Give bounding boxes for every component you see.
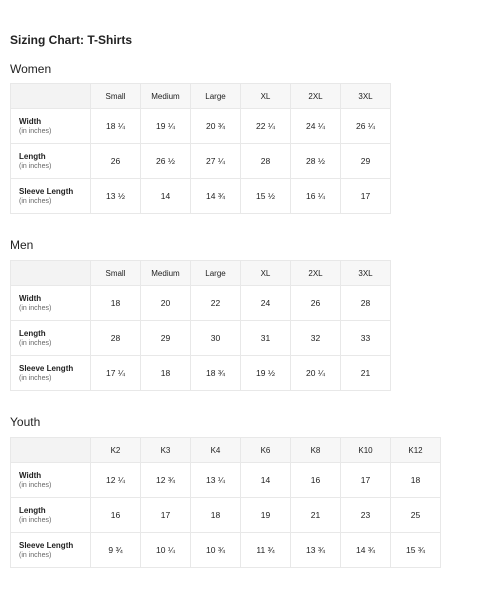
- table-cell: 13 ¾: [291, 533, 341, 568]
- table-cell: 24: [241, 286, 291, 321]
- row-header: [11, 356, 91, 391]
- row-unit: (in inches): [19, 162, 52, 170]
- row-header: [11, 498, 91, 533]
- table-row: [11, 498, 441, 533]
- table-row: [11, 321, 391, 356]
- table-header-row: [11, 261, 391, 286]
- table-row: [11, 109, 391, 144]
- table-cell: 17: [341, 179, 391, 214]
- section-title-women: Women: [10, 62, 52, 76]
- table-cell: 14 ¾: [191, 179, 241, 214]
- row-header: [11, 321, 91, 356]
- row-label: Width: [19, 116, 42, 126]
- row-header: [11, 109, 91, 144]
- table-cell: 16: [91, 498, 141, 533]
- row-header: [11, 286, 91, 321]
- men-size-table: [10, 260, 391, 391]
- row-unit: (in inches): [19, 516, 52, 524]
- table-cell: 17: [141, 498, 191, 533]
- column-header: K3: [141, 438, 191, 463]
- column-header: Medium: [141, 261, 191, 286]
- women-size-table: [10, 83, 391, 214]
- row-unit: (in inches): [19, 374, 52, 382]
- table-cell: 19 ¼: [141, 109, 191, 144]
- table-header-row: [11, 84, 391, 109]
- table-cell: 26: [91, 144, 141, 179]
- row-unit: (in inches): [19, 339, 52, 347]
- table-cell: 18 ¾: [191, 356, 241, 391]
- column-header: K4: [191, 438, 241, 463]
- table-cell: 26: [291, 286, 341, 321]
- column-header: K6: [241, 438, 291, 463]
- table-cell: 29: [141, 321, 191, 356]
- column-header: 3XL: [341, 261, 391, 286]
- column-header: XL: [241, 261, 291, 286]
- row-unit: (in inches): [19, 197, 52, 205]
- table-cell: 14: [241, 463, 291, 498]
- section-title-youth: Youth: [10, 415, 41, 429]
- column-header: 2XL: [291, 261, 341, 286]
- row-label: Length: [19, 328, 46, 338]
- column-header: 3XL: [341, 84, 391, 109]
- table-cell: 17: [341, 463, 391, 498]
- row-label: Width: [19, 470, 42, 480]
- table-cell: 18: [191, 498, 241, 533]
- table-cell: 10 ¼: [141, 533, 191, 568]
- row-unit: (in inches): [19, 481, 52, 489]
- column-header: Small: [91, 84, 141, 109]
- table-cell: 18 ¼: [91, 109, 141, 144]
- table-cell: 25: [391, 498, 441, 533]
- table-cell: 12 ¾: [141, 463, 191, 498]
- table-cell: 21: [291, 498, 341, 533]
- row-header: [11, 179, 91, 214]
- table-cell: 17 ¼: [91, 356, 141, 391]
- table-cell: 19: [241, 498, 291, 533]
- table-cell: 14 ¾: [341, 533, 391, 568]
- row-label: Length: [19, 505, 46, 515]
- column-header: XL: [241, 84, 291, 109]
- row-header: [11, 144, 91, 179]
- column-header: Large: [191, 261, 241, 286]
- column-header: Large: [191, 84, 241, 109]
- table-cell: 28: [341, 286, 391, 321]
- table-cell: 13 ½: [91, 179, 141, 214]
- row-unit: (in inches): [19, 304, 52, 312]
- table-cell: 19 ½: [241, 356, 291, 391]
- table-row: [11, 144, 391, 179]
- table-cell: 14: [141, 179, 191, 214]
- table-cell: 16: [291, 463, 341, 498]
- table-cell: 20 ¼: [291, 356, 341, 391]
- page-title: Sizing Chart: T-Shirts: [10, 33, 133, 47]
- column-header: K12: [391, 438, 441, 463]
- column-header: K2: [91, 438, 141, 463]
- table-row: [11, 533, 441, 568]
- table-row: [11, 463, 441, 498]
- table-cell: 16 ¼: [291, 179, 341, 214]
- table-cell: 21: [341, 356, 391, 391]
- table-cell: 24 ¼: [291, 109, 341, 144]
- table-cell: 30: [191, 321, 241, 356]
- table-row: [11, 286, 391, 321]
- table-cell: 20: [141, 286, 191, 321]
- row-label: Sleeve Length: [19, 363, 74, 373]
- table-cell: 28 ½: [291, 144, 341, 179]
- table-cell: 12 ¼: [91, 463, 141, 498]
- table-cell: 26 ¼: [341, 109, 391, 144]
- column-header: K8: [291, 438, 341, 463]
- table-cell: 31: [241, 321, 291, 356]
- table-cell: 18: [91, 286, 141, 321]
- row-label: Sleeve Length: [19, 186, 74, 196]
- column-header: Small: [91, 261, 141, 286]
- column-header: K10: [341, 438, 391, 463]
- table-cell: 28: [241, 144, 291, 179]
- table-cell: 20 ¾: [191, 109, 241, 144]
- section-title-men: Men: [10, 238, 34, 252]
- table-corner-cell: [11, 84, 91, 109]
- column-header: Medium: [141, 84, 191, 109]
- table-cell: 28: [91, 321, 141, 356]
- row-label: Width: [19, 293, 42, 303]
- row-unit: (in inches): [19, 551, 52, 559]
- table-cell: 13 ¼: [191, 463, 241, 498]
- row-label: Length: [19, 151, 46, 161]
- table-cell: 10 ¾: [191, 533, 241, 568]
- column-header: 2XL: [291, 84, 341, 109]
- table-corner-cell: [11, 261, 91, 286]
- table-cell: 22: [191, 286, 241, 321]
- table-corner-cell: [11, 438, 91, 463]
- row-header: [11, 533, 91, 568]
- table-cell: 18: [141, 356, 191, 391]
- table-row: [11, 179, 391, 214]
- table-cell: 27 ¼: [191, 144, 241, 179]
- table-cell: 9 ¾: [91, 533, 141, 568]
- table-cell: 23: [341, 498, 391, 533]
- table-row: [11, 356, 391, 391]
- table-cell: 11 ¾: [241, 533, 291, 568]
- row-label: Sleeve Length: [19, 540, 74, 550]
- youth-size-table: [10, 437, 441, 568]
- table-header-row: [11, 438, 441, 463]
- table-cell: 15 ¾: [391, 533, 441, 568]
- row-header: [11, 463, 91, 498]
- table-cell: 32: [291, 321, 341, 356]
- row-unit: (in inches): [19, 127, 52, 135]
- table-cell: 33: [341, 321, 391, 356]
- table-cell: 26 ½: [141, 144, 191, 179]
- table-cell: 18: [391, 463, 441, 498]
- table-cell: 29: [341, 144, 391, 179]
- table-cell: 15 ½: [241, 179, 291, 214]
- table-cell: 22 ¼: [241, 109, 291, 144]
